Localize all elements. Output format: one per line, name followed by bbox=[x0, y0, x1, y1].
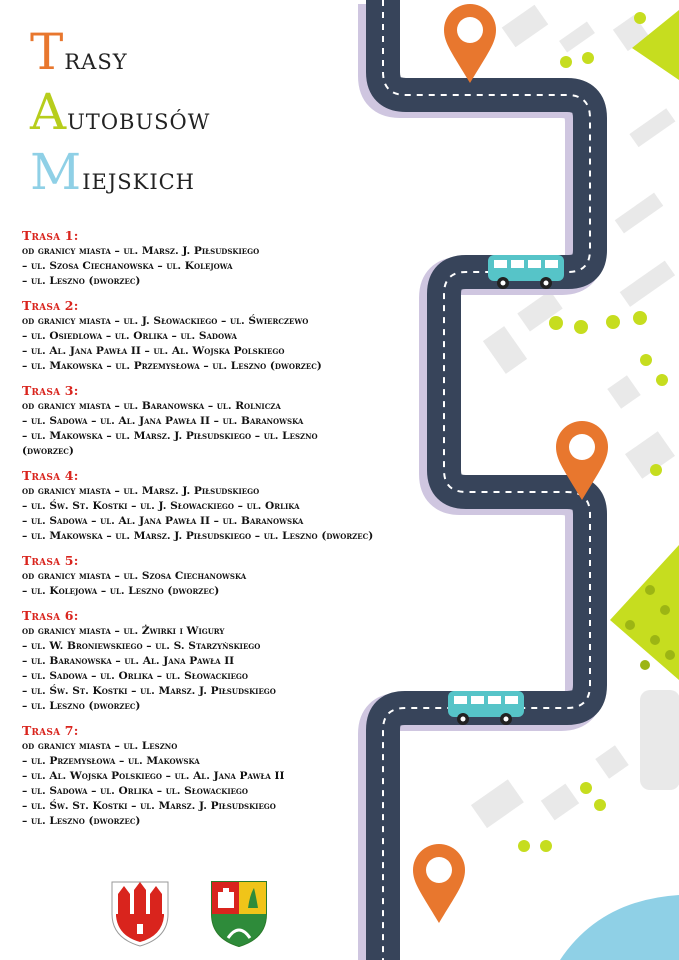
route-line: od granicy miasta – ul. J. Słowackiego – ul. Świerczewo bbox=[22, 315, 309, 327]
route-line: od granicy miasta – ul. Marsz. J. Piłsudskiego bbox=[22, 485, 260, 497]
route-heading: Trasa 5: bbox=[22, 553, 79, 568]
title-word: rasy bbox=[64, 42, 128, 77]
location-pin-icon bbox=[413, 844, 465, 923]
route-line: – ul. Al. Wojska Polskiego – ul. Al. Jana Pawła II bbox=[22, 770, 285, 782]
route-line: – ul. Baranowska – ul. Al. Jana Pawła II bbox=[22, 655, 235, 667]
title-line-2 bbox=[30, 82, 360, 142]
route-1 bbox=[22, 228, 502, 289]
coat-of-arms-county-icon bbox=[210, 880, 268, 948]
title-line-3 bbox=[30, 142, 360, 202]
route-line: od granicy miasta – ul. Marsz. J. Piłsudskiego bbox=[22, 245, 260, 257]
title-initial: A bbox=[30, 83, 68, 141]
page-title bbox=[30, 22, 360, 202]
route-line: – ul. Makowska – ul. Marsz. J. Piłsudskiego – ul. Leszno bbox=[22, 430, 318, 442]
route-3 bbox=[22, 383, 502, 459]
route-6 bbox=[22, 608, 502, 714]
route-heading: Trasa 4: bbox=[22, 468, 79, 483]
route-7 bbox=[22, 723, 502, 829]
routes-list bbox=[22, 228, 502, 838]
route-line: – ul. Makowska – ul. Marsz. J. Piłsudskiego – ul. Leszno (dworzec) bbox=[22, 530, 374, 542]
route-heading: Trasa 7: bbox=[22, 723, 79, 738]
route-line: – ul. Leszno (dworzec) bbox=[22, 700, 141, 712]
location-pin-icon bbox=[444, 4, 496, 83]
route-4 bbox=[22, 468, 502, 544]
route-line: – ul. Sadowa – ul. Orlika – ul. Słowackiego bbox=[22, 785, 249, 797]
route-line: – ul. Sadowa – ul. Orlika – ul. Słowackiego bbox=[22, 670, 249, 682]
route-heading: Trasa 1: bbox=[22, 228, 79, 243]
title-line-1 bbox=[30, 22, 360, 82]
route-line: od granicy miasta – ul. Szosa Ciechanowska bbox=[22, 570, 247, 582]
route-line: (dworzec) bbox=[22, 445, 74, 457]
route-line: – ul. Osiedlowa – ul. Orlika – ul. Sadowa bbox=[22, 330, 237, 342]
title-word: iejskich bbox=[82, 162, 195, 197]
route-heading: Trasa 6: bbox=[22, 608, 79, 623]
route-5 bbox=[22, 553, 502, 599]
route-line: – ul. Przemysłowa – ul. Makowska bbox=[22, 755, 200, 767]
title-initial: T bbox=[30, 23, 65, 81]
route-line: od granicy miasta – ul. Leszno bbox=[22, 740, 178, 752]
route-line: – ul. Św. St. Kostki – ul. Marsz. J. Piłsudskiego bbox=[22, 685, 276, 697]
route-line: od granicy miasta – ul. Baranowska – ul. Rolnicza bbox=[22, 400, 281, 412]
route-line: – ul. Sadowa – ul. Al. Jana Pawła II – ul. Baranowska bbox=[22, 515, 304, 527]
route-line: – ul. Makowska – ul. Przemysłowa – ul. Leszno (dworzec) bbox=[22, 360, 322, 372]
route-heading: Trasa 2: bbox=[22, 298, 79, 313]
route-line: – ul. Kolejowa – ul. Leszno (dworzec) bbox=[22, 585, 220, 597]
route-heading: Trasa 3: bbox=[22, 383, 79, 398]
route-line: – ul. Szosa Ciechanowska – ul. Kolejowa bbox=[22, 260, 233, 272]
route-2 bbox=[22, 298, 502, 374]
route-line: – ul. Leszno (dworzec) bbox=[22, 815, 141, 827]
title-initial: M bbox=[30, 143, 83, 201]
route-line: – ul. Sadowa – ul. Al. Jana Pawła II – ul. Baranowska bbox=[22, 415, 304, 427]
title-word: utobusów bbox=[67, 102, 211, 137]
route-line: – ul. Św. St. Kostki – ul. J. Słowackiego – ul. Orlika bbox=[22, 500, 300, 512]
route-line: – ul. W. Broniewskiego – ul. S. Starzyńskiego bbox=[22, 640, 261, 652]
route-line: – ul. Al. Jana Pawła II – ul. Al. Wojska Polskiego bbox=[22, 345, 285, 357]
route-line: – ul. Św. St. Kostki – ul. Marsz. J. Piłsudskiego bbox=[22, 800, 276, 812]
water-area bbox=[560, 895, 679, 960]
route-line: – ul. Leszno (dworzec) bbox=[22, 275, 141, 287]
coat-of-arms-city-icon bbox=[110, 880, 170, 948]
route-line: od granicy miasta – ul. Żwirki i Wigury bbox=[22, 625, 225, 637]
